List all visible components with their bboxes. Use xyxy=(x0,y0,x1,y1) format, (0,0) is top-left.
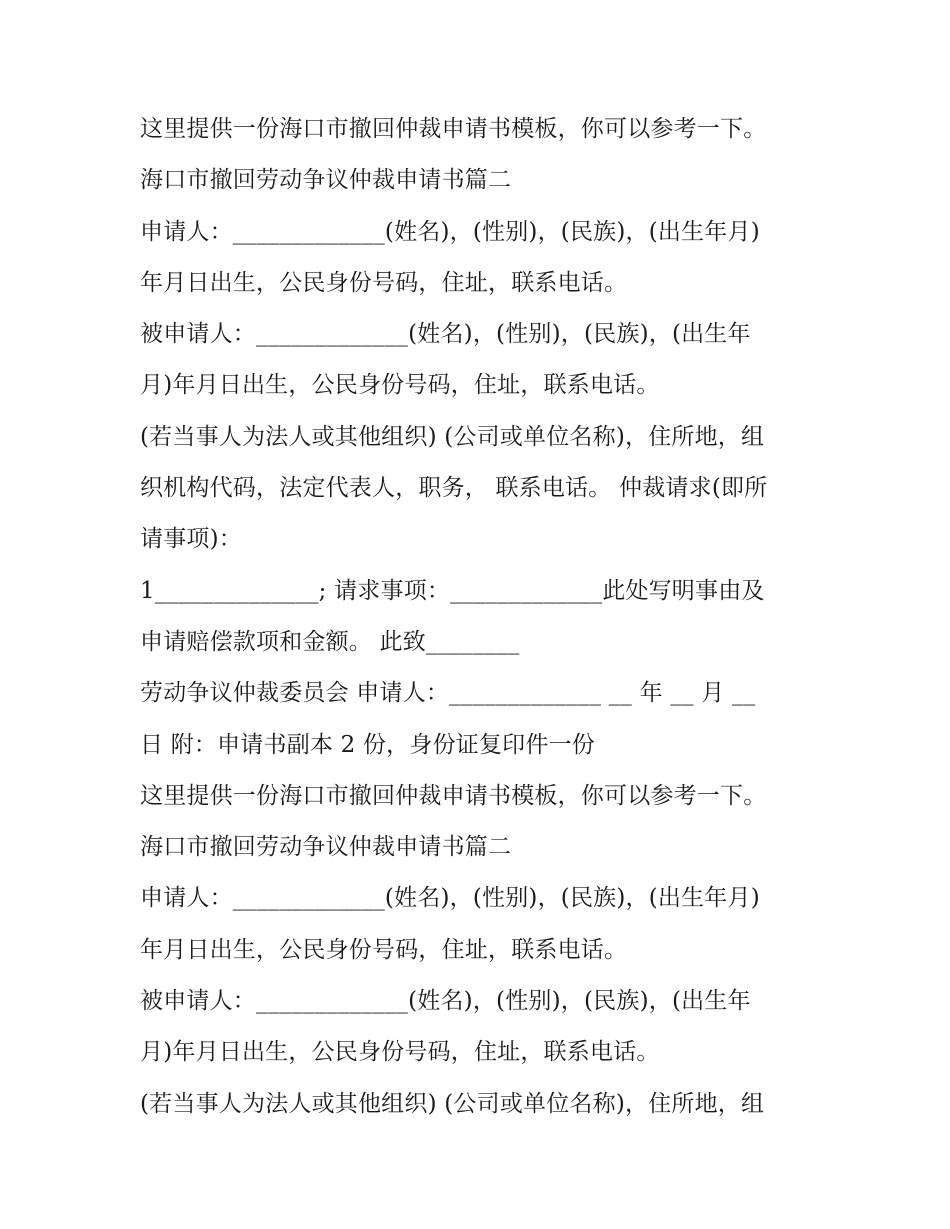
text-line-compensation: 申请赔偿款项和金额。 此致________ xyxy=(140,628,520,655)
text-line-intro-repeat: 这里提供一份海口市撤回仲裁申请书模板，你可以参考一下。 xyxy=(140,782,767,809)
text-line-respondent-repeat: 被申请人：_____________(姓名)，(性别)，(民族)，(出生年 xyxy=(140,988,751,1015)
text-line-organization-details: 织机构代码，法定代表人，职务， 联系电话。 仲裁请求(即所 xyxy=(140,475,768,502)
text-line-respondent-details: 月)年月日出生，公民身份号码，住址，联系电话。 xyxy=(140,372,660,399)
text-line-claims: 请事项)： xyxy=(140,526,242,553)
text-line-applicant: 申请人：_____________(姓名)，(性别)，(民族)，(出生年月) xyxy=(140,218,760,245)
text-line-respondent: 被申请人：_____________(姓名)，(性别)，(民族)，(出生年 xyxy=(140,321,751,348)
text-line-committee-signature: 劳动争议仲裁委员会 申请人：_____________ __ 年 __ 月 __ xyxy=(140,680,756,707)
text-line-title: 海口市撤回劳动争议仲裁申请书篇二 xyxy=(140,167,512,194)
text-line-attachments: 日 附：申请书副本 2 份，身份证复印件一份 xyxy=(140,731,595,758)
text-line-applicant-repeat: 申请人：_____________(姓名)，(性别)，(民族)，(出生年月) xyxy=(140,885,760,912)
text-line-title-repeat: 海口市撤回劳动争议仲裁申请书篇二 xyxy=(140,834,512,861)
text-line-applicant-details-repeat: 年月日出生，公民身份号码，住址，联系电话。 xyxy=(140,936,628,963)
text-line-intro: 这里提供一份海口市撤回仲裁申请书模板，你可以参考一下。 xyxy=(140,116,767,142)
text-line-respondent-details-repeat: 月)年月日出生，公民身份号码，住址，联系电话。 xyxy=(140,1039,660,1066)
text-line-claim-item: 1______________; 请求事项：_____________此处写明事由及 xyxy=(140,577,765,604)
text-line-applicant-details: 年月日出生，公民身份号码，住址，联系电话。 xyxy=(140,269,628,296)
text-line-organization-repeat: (若当事人为法人或其他组织) (公司或单位名称)，住所地，组 xyxy=(140,1090,765,1117)
document-body xyxy=(140,104,820,1130)
text-line-organization: (若当事人为法人或其他组织) (公司或单位名称)，住所地，组 xyxy=(140,423,765,450)
